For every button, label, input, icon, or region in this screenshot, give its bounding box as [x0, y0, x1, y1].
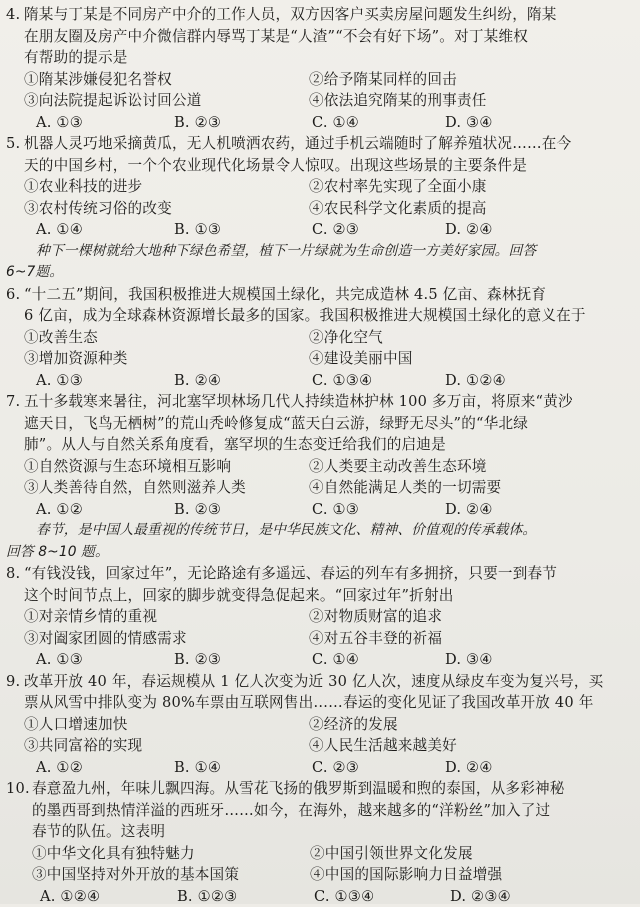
answer-c: C. ①③ — [312, 499, 445, 521]
option-3: ③农村传统习俗的改变 — [24, 198, 309, 220]
option-2: ②人类要主动改善生态环境 — [309, 456, 630, 478]
answer-a: A. ①③ — [36, 370, 174, 392]
answer-choices — [6, 112, 630, 134]
material-line: 种下一棵树就给大地种下绿色希望，植下一片绿就为生命创造一方美好家园。回答 — [6, 241, 630, 263]
answer-a: A. ①② — [36, 499, 174, 521]
reading-material-2 — [6, 520, 630, 563]
question-stem-line: 春节的队伍。这表明 — [6, 821, 630, 843]
option-row — [6, 714, 630, 736]
option-row — [6, 735, 630, 757]
answer-b: B. ②④ — [174, 370, 312, 392]
option-row — [6, 348, 630, 370]
option-1: ①改善生态 — [24, 327, 309, 349]
option-3: ③增加资源种类 — [24, 348, 309, 370]
answer-c: C. ①③④ — [314, 886, 450, 907]
option-3: ③共同富裕的实现 — [24, 735, 309, 757]
question-stem-line: “十二五”期间，我国积极推进大规模国土绿化，共完成造林 4.5 亿亩、森林抚育 — [24, 284, 546, 306]
question-4 — [6, 4, 630, 133]
question-stem-line: “有钱没钱，回家过年”，无论路途有多遥远、春运的列车有多拥挤，只要一到春节 — [24, 563, 557, 585]
option-2: ②农村率先实现了全面小康 — [309, 176, 630, 198]
question-number: 7. — [6, 391, 24, 413]
question-stem-line: 票从风雪中排队变为 80%车票由互联网售出……春运的变化见证了我国改革开放 40 年 — [6, 692, 630, 714]
answer-a: A. ①②④ — [40, 886, 177, 907]
option-1: ①人口增速加快 — [24, 714, 309, 736]
question-6 — [6, 284, 630, 392]
question-stem-line: 遮天日，飞鸟无栖树”的荒山秃岭修复成“蓝天白云游，绿野无尽头”的“华北绿 — [6, 413, 630, 435]
option-2: ②经济的发展 — [309, 714, 630, 736]
option-row — [6, 606, 630, 628]
answer-b: B. ①②③ — [177, 886, 314, 907]
question-stem-line: 6 亿亩，成为全球森林资源增长最多的国家。我国积极推进大规模国土绿化的意义在于 — [6, 305, 630, 327]
answer-d: D. ②④ — [445, 757, 630, 779]
answer-choices — [6, 757, 630, 779]
question-10 — [6, 778, 630, 907]
question-stem-line: 这个时间节点上，回家的脚步就变得急促起来。“回家过年”折射出 — [6, 585, 630, 607]
option-row — [6, 477, 630, 499]
question-number: 6. — [6, 284, 24, 306]
answer-c: C. ①④ — [312, 112, 445, 134]
option-1: ①自然资源与生态环境相互影响 — [24, 456, 309, 478]
option-4: ④农民科学文化素质的提高 — [309, 198, 630, 220]
option-2: ②给予隋某同样的回击 — [309, 69, 630, 91]
option-4: ④自然能满足人类的一切需要 — [309, 477, 630, 499]
question-number: 9. — [6, 671, 24, 693]
question-stem-line: 在朋友圈及房产中介微信群内辱骂丁某是“人渣”“不会有好下场”。对丁某维权 — [6, 26, 630, 48]
option-4: ④中国的国际影响力日益增强 — [310, 864, 630, 886]
question-5 — [6, 133, 630, 241]
option-1: ①农业科技的进步 — [24, 176, 309, 198]
answer-c: C. ②③ — [312, 219, 445, 241]
question-stem-line: 天的中国乡村，一个个农业现代化场景令人惊叹。出现这些场景的主要条件是 — [6, 155, 630, 177]
answer-d: D. ②④ — [445, 499, 630, 521]
question-number: 8. — [6, 563, 24, 585]
answer-a: A. ①② — [36, 757, 174, 779]
option-row — [6, 198, 630, 220]
option-row — [6, 176, 630, 198]
question-number: 4. — [6, 4, 24, 26]
option-1: ①隋某涉嫌侵犯名誉权 — [24, 69, 309, 91]
option-row — [6, 327, 630, 349]
option-row — [6, 864, 630, 886]
option-4: ④人民生活越来越美好 — [309, 735, 630, 757]
answer-a: A. ①③ — [36, 112, 174, 134]
option-2: ②净化空气 — [309, 327, 630, 349]
option-2: ②中国引领世界文化发展 — [310, 843, 630, 865]
answer-b: B. ①③ — [174, 219, 312, 241]
option-1: ①中华文化具有独特魅力 — [32, 843, 310, 865]
answer-b: B. ①④ — [174, 757, 312, 779]
answer-b: B. ②③ — [174, 499, 312, 521]
question-stem-line: 有帮助的提示是 — [6, 47, 630, 69]
question-stem-line: 肺”。从人与自然关系角度看，塞罕坝的生态变迁给我们的启迪是 — [6, 434, 630, 456]
option-row — [6, 628, 630, 650]
answer-d: D. ②③④ — [450, 886, 630, 907]
answer-d: D. ③④ — [445, 112, 630, 134]
answer-a: A. ①③ — [36, 649, 174, 671]
answer-c: C. ②③ — [312, 757, 445, 779]
question-stem-line: 改革开放 40 年，春运规模从 1 亿人次变为近 30 亿人次，速度从绿皮车变为复兴号，买 — [24, 671, 603, 693]
option-3: ③对阖家团圆的情感需求 — [24, 628, 309, 650]
material-line: 春节，是中国人最重视的传统节日，是中华民族文化、精神、价值观的传承载体。 — [6, 520, 630, 542]
option-row — [6, 456, 630, 478]
question-number: 5. — [6, 133, 24, 155]
answer-d: D. ②④ — [445, 219, 630, 241]
answer-choices — [6, 370, 630, 392]
answer-choices — [6, 499, 630, 521]
answer-a: A. ①④ — [36, 219, 174, 241]
answer-choices — [6, 649, 630, 671]
option-4: ④建设美丽中国 — [309, 348, 630, 370]
question-9 — [6, 671, 630, 779]
question-stem-line: 春意盈九州，年味儿飘四海。从雪花飞扬的俄罗斯到温暖和煦的泰国，从多彩神秘 — [32, 778, 565, 800]
question-stem-line: 机器人灵巧地采摘黄瓜，无人机喷洒农药，通过手机云端随时了解养殖状况……在今 — [24, 133, 571, 155]
reading-material-1 — [6, 241, 630, 284]
material-line: 6~7题。 — [6, 262, 630, 284]
option-3: ③向法院提起诉讼讨回公道 — [24, 90, 309, 112]
answer-choices — [6, 219, 630, 241]
question-stem-line: 五十多载寒来暑往，河北塞罕坝林场几代人持续造林护林 100 多万亩，将原来“黄沙 — [24, 391, 573, 413]
question-7 — [6, 391, 630, 520]
answer-c: C. ①④ — [312, 649, 445, 671]
option-2: ②对物质财富的追求 — [309, 606, 630, 628]
answer-d: D. ①②④ — [445, 370, 630, 392]
option-row — [6, 90, 630, 112]
answer-c: C. ①③④ — [312, 370, 445, 392]
option-1: ①对亲情乡情的重视 — [24, 606, 309, 628]
answer-d: D. ③④ — [445, 649, 630, 671]
material-line: 回答 8~10 题。 — [6, 542, 630, 564]
option-4: ④对五谷丰登的祈福 — [309, 628, 630, 650]
option-3: ③人类善待自然，自然则滋养人类 — [24, 477, 309, 499]
answer-b: B. ②③ — [174, 112, 312, 134]
question-stem-line: 的墨西哥到热情洋溢的西班牙……如今，在海外，越来越多的“洋粉丝”加入了过 — [6, 800, 630, 822]
question-number: 10. — [6, 778, 32, 800]
option-4: ④依法追究隋某的刑事责任 — [309, 90, 630, 112]
option-row — [6, 69, 630, 91]
option-3: ③中国坚持对外开放的基本国策 — [32, 864, 310, 886]
answer-b: B. ②③ — [174, 649, 312, 671]
question-8 — [6, 563, 630, 671]
option-row — [6, 843, 630, 865]
question-stem-line: 隋某与丁某是不同房产中介的工作人员，双方因客户买卖房屋问题发生纠纷，隋某 — [24, 4, 557, 26]
